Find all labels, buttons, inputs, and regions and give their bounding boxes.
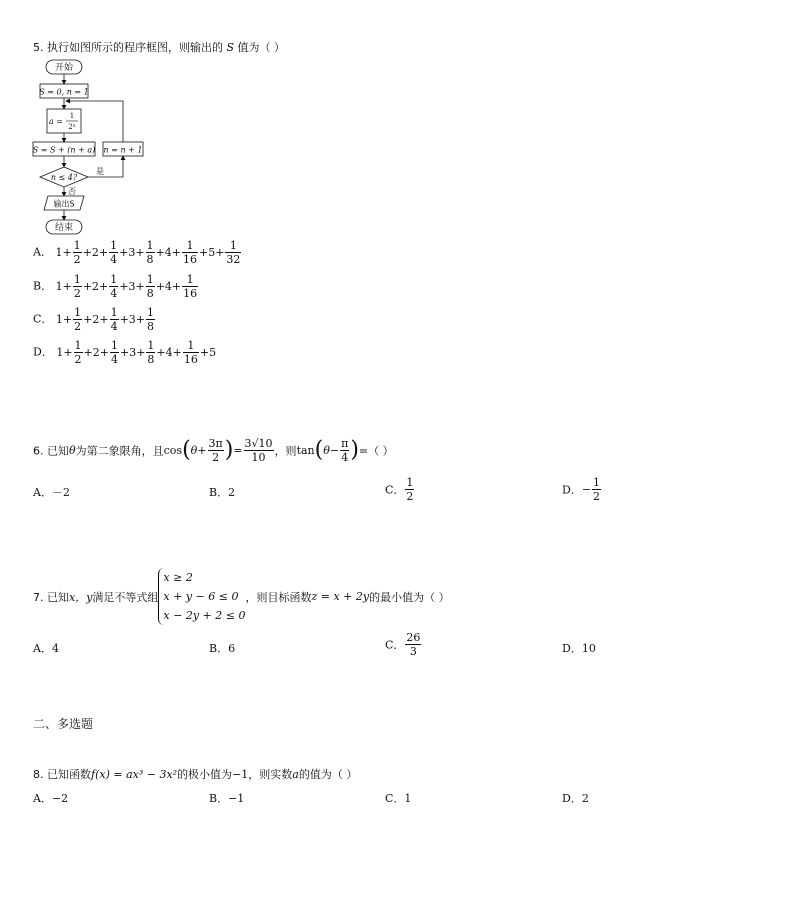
q8-stem-mid: 的极小值为 [177, 768, 233, 781]
q5-option-b-label: B． [33, 279, 53, 293]
flow-init-text: S = 0, n = 1 [39, 87, 89, 97]
flow-start-text: 开始 [54, 63, 74, 73]
q7-inequality-system [158, 568, 245, 625]
q5-option-c-label: C． [33, 312, 53, 326]
q5-flowchart [30, 56, 160, 238]
q7-stem-tail-a: ，则目标函数 [245, 590, 312, 604]
flow-update-n-text: n = n + 1 [103, 145, 143, 155]
section-title: 二、多选题 [33, 717, 94, 731]
q6-stem: 6. 已知θ为第二象限角，且cos(θ+ $\frac{3\pi}{2}$ )= $\frac{3√10}{10}$ ，则tan(θ− $\frac{\pi}{4}$ )=（ ） [33, 437, 394, 464]
q6-tail: =（ ） [358, 444, 394, 458]
q7-stem [33, 568, 450, 625]
q6-frac-3pi: $\frac{3\pi}{2}$ [208, 437, 223, 464]
q5-option-a[interactable]: A． 1+ $\frac{1}{2}$ +2+ $\frac{1}{4}$ +3+ $\frac{1}{8}$ +4+ $\frac{1}{16}$ +5+ $\frac{1}{32}$ [33, 239, 241, 266]
q8-option-a[interactable]: A．−2 [33, 792, 69, 805]
q8-stem [33, 766, 357, 782]
flow-end-text: 结束 [54, 223, 74, 233]
q6-theta: θ [69, 444, 76, 457]
flow-yes-label: 是 [96, 167, 104, 176]
q7-stem-mid: 满足不等式组 [92, 590, 159, 604]
q8-func: f(x) = ax³ − 3x² [91, 768, 178, 781]
q7-option-a[interactable]: A．4 [33, 642, 59, 655]
q6-option-b[interactable]: B．2 [209, 486, 236, 499]
q5-option-d[interactable]: D． 1+ $\frac{1}{2}$ +2+ $\frac{1}{4}$ +3+ $\frac{1}{8}$ +4+ $\frac{1}{16}$ +5 [33, 339, 217, 366]
q5-stem [33, 39, 285, 55]
q6-option-a[interactable]: A．－2 [33, 486, 70, 499]
q5-option-c[interactable]: C． 1+ $\frac{1}{2}$ +2+ $\frac{1}{4}$ +3+ $\frac{1}{8}$ [33, 306, 155, 333]
q8-option-b[interactable]: B．−1 [209, 792, 245, 805]
q8-stem-prefix: 8. 已知函数 [33, 768, 91, 781]
q5-stem-var: S [226, 41, 235, 54]
q7-option-b[interactable]: B．6 [209, 642, 236, 655]
q6-frac-pi: $\frac{\pi}{4}$ [341, 437, 349, 464]
q6-then: ，则 [274, 444, 297, 458]
q6-option-c[interactable]: C． $\frac{1}{2}$ [385, 476, 414, 503]
q8-a: a [292, 768, 299, 781]
q7-ineq-3: x − 2y + 2 ≤ 0 [163, 609, 246, 622]
q6-frac-rhs: $\frac{3√10}{10}$ [244, 437, 273, 464]
q5-option-d-label: D． [33, 345, 53, 359]
q8-stem-tail: 的值为（ ） [298, 768, 358, 781]
q6-option-d[interactable]: D．− $\frac{1}{2}$ [562, 476, 601, 503]
flow-output-text: 输出S [53, 199, 75, 209]
q5-option-b[interactable]: B． 1+ $\frac{1}{2}$ +2+ $\frac{1}{4}$ +3+ $\frac{1}{8}$ +4+ $\frac{1}{16}$ [33, 273, 198, 300]
q7-vars: x，y [69, 590, 93, 604]
q8-stem-mid2: ，则实数 [248, 768, 293, 781]
q7-stem-tail-b: 的最小值为（ ） [369, 590, 450, 604]
q7-option-c[interactable]: C． $\frac{26}{3}$ [385, 631, 421, 658]
flow-assign-a-den: 2ⁿ [68, 123, 76, 131]
q6-cos: cos [163, 444, 183, 457]
flow-condition-text: n ≤ 4? [50, 173, 78, 182]
q7-stem-prefix: 7. 已知 [33, 590, 69, 604]
q6-tan: tan [296, 444, 315, 457]
q8-option-c[interactable]: C．1 [385, 792, 412, 805]
q8-option-d[interactable]: D．2 [562, 792, 589, 805]
q5-stem-tail: 值为（ ） [237, 41, 286, 54]
q7-ineq-2: x + y − 6 ≤ 0 [163, 590, 239, 603]
flow-assign-a-num: 1 [69, 112, 75, 120]
q6-stem-mid: 为第二象限角，且 [75, 444, 164, 458]
q7-option-d[interactable]: D．10 [562, 642, 596, 655]
q6-stem-prefix: 6. 已知 [33, 444, 69, 458]
q5-stem-text: 5. 执行如图所示的程序框图，则输出的 [33, 41, 223, 54]
q7-objective: z = x + 2y [311, 590, 370, 603]
flow-assign-a-lhs: a = [48, 117, 64, 126]
flow-no-label: 否 [68, 187, 76, 196]
q7-ineq-1: x ≥ 2 [163, 571, 193, 584]
q5-option-a-label: A． [33, 245, 52, 259]
flow-update-s-text: S = S + (n + a) [32, 145, 96, 155]
q8-minval: −1 [232, 768, 249, 781]
